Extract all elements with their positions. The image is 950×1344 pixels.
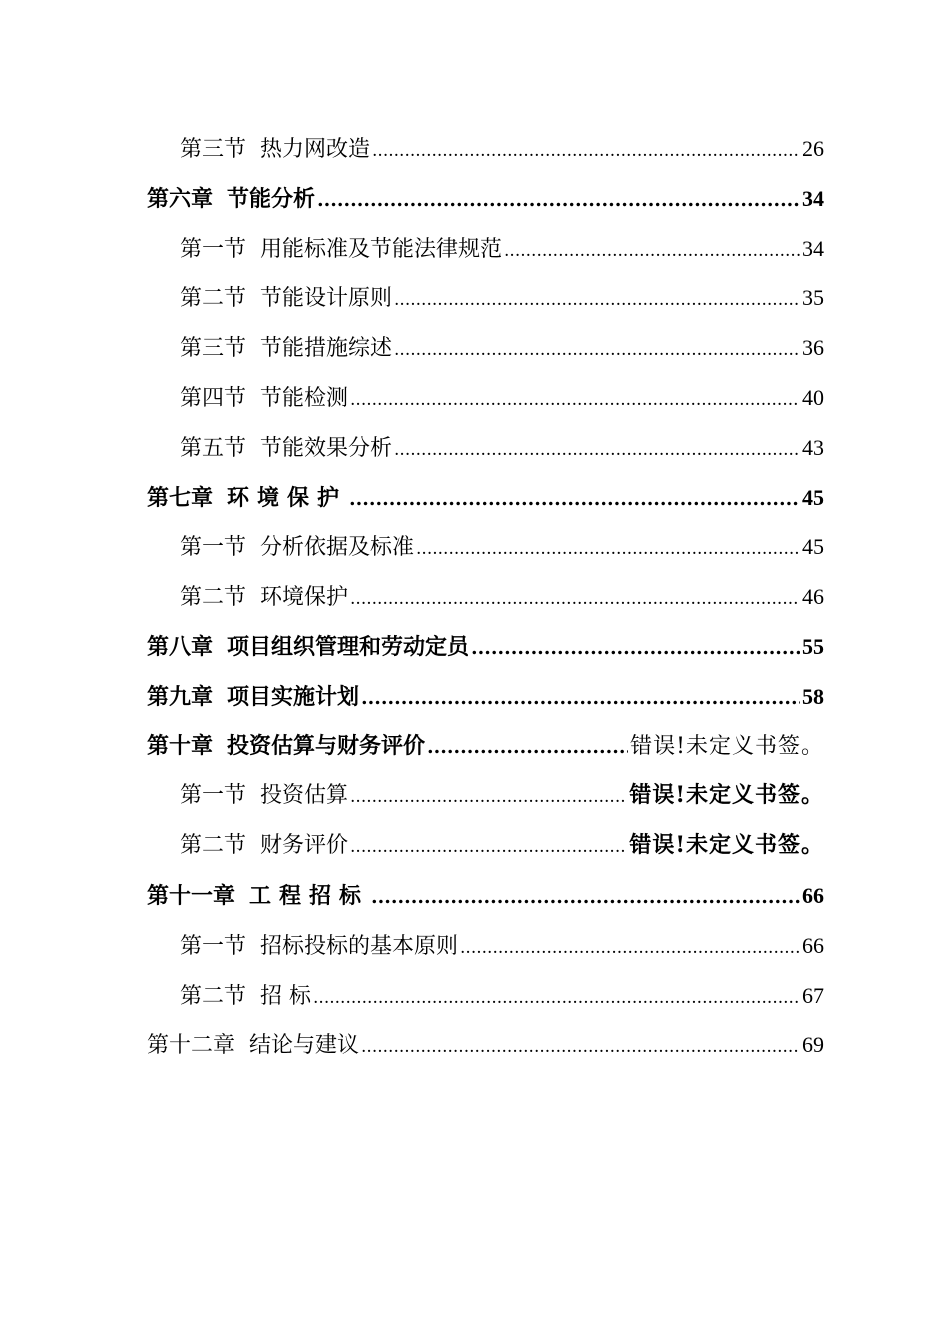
toc-entry-section[interactable] bbox=[147, 323, 824, 373]
toc-entry-page: 26 bbox=[802, 136, 824, 161]
toc-entry-page: 34 bbox=[802, 235, 824, 261]
toc-entry-number: 第八章 bbox=[147, 633, 214, 660]
toc-entry-title: 项目组织管理和劳动定员 bbox=[227, 633, 470, 660]
toc-entry-number: 第九章 bbox=[147, 683, 214, 710]
toc-entry-number: 第二节 bbox=[180, 983, 247, 1009]
toc-entry-section[interactable] bbox=[147, 771, 824, 821]
toc-leader-dots bbox=[394, 276, 800, 323]
toc-entry-title: 项目实施计划 bbox=[227, 683, 360, 710]
toc-entry-number: 第三节 bbox=[180, 336, 247, 362]
toc-leader-dots bbox=[394, 426, 800, 473]
toc-entry-page: 58 bbox=[802, 683, 824, 709]
toc-entry-chapter[interactable] bbox=[147, 871, 824, 921]
toc-entry-page: 46 bbox=[802, 584, 824, 610]
toc-leader-dots bbox=[460, 924, 800, 971]
toc-entry-number: 第六章 bbox=[147, 185, 214, 212]
toc-entry-page: 45 bbox=[802, 534, 824, 560]
toc-entry-title: 节能检测 bbox=[260, 385, 349, 411]
toc-entry-title: 投资估算 bbox=[260, 783, 349, 809]
toc-entry-number: 第一节 bbox=[180, 236, 247, 262]
toc-entry-title: 环境保护 bbox=[227, 484, 348, 511]
toc-leader-dots bbox=[350, 376, 800, 423]
toc-entry-page: 40 bbox=[802, 384, 824, 410]
toc-entry-page: 34 bbox=[802, 185, 824, 211]
toc-entry-section[interactable] bbox=[147, 224, 824, 274]
toc-entry-number: 第五节 bbox=[180, 435, 247, 461]
toc-leader-dots bbox=[416, 525, 800, 572]
toc-entry-title: 用能标准及节能法律规范 bbox=[260, 236, 503, 262]
toc-entry-title: 节能效果分析 bbox=[260, 435, 393, 461]
toc-entry-number: 第十二章 bbox=[147, 1033, 236, 1059]
toc-entry-title: 环境保护 bbox=[260, 585, 349, 611]
toc-entry-section[interactable] bbox=[147, 273, 824, 323]
toc-leader-dots bbox=[317, 176, 800, 224]
toc-entry-title: 结论与建议 bbox=[249, 1033, 360, 1059]
toc-entry-page: 35 bbox=[802, 285, 824, 311]
toc-leader-dots bbox=[471, 624, 800, 672]
toc-entry-title: 投资估算与财务评价 bbox=[227, 732, 426, 759]
toc-entry-chapter[interactable] bbox=[147, 1020, 824, 1070]
toc-entry-section[interactable] bbox=[147, 423, 824, 473]
toc-entry-number: 第三节 bbox=[180, 137, 247, 162]
toc-entry-chapter[interactable] bbox=[147, 672, 824, 722]
table-of-contents bbox=[147, 124, 824, 1070]
toc-leader-dots bbox=[372, 127, 800, 174]
toc-entry-number: 第二节 bbox=[180, 286, 247, 312]
toc-entry-section[interactable] bbox=[147, 971, 824, 1021]
toc-entry-number: 第二节 bbox=[180, 585, 247, 611]
toc-entry-page: 36 bbox=[802, 335, 824, 361]
toc-entry-section[interactable] bbox=[147, 572, 824, 622]
toc-entry-page-error: 错误!未定义书签。 bbox=[630, 733, 824, 759]
toc-entry-title: 热力网改造 bbox=[260, 137, 371, 162]
toc-entry-number: 第一节 bbox=[180, 933, 247, 959]
toc-entry-title: 节能设计原则 bbox=[260, 286, 393, 312]
toc-entry-page: 66 bbox=[802, 932, 824, 958]
toc-entry-title: 招标投标的基本原则 bbox=[260, 933, 459, 959]
toc-entry-title: 招 标 bbox=[260, 983, 312, 1009]
toc-leader-dots bbox=[427, 723, 628, 772]
toc-entry-chapter[interactable] bbox=[147, 473, 824, 523]
toc-leader-dots bbox=[350, 773, 627, 821]
toc-entry-section[interactable] bbox=[147, 124, 824, 174]
toc-entry-page: 69 bbox=[802, 1032, 824, 1058]
toc-entry-section[interactable] bbox=[147, 921, 824, 971]
toc-entry-page-error: 错误!未定义书签。 bbox=[629, 782, 824, 809]
toc-entry-page: 66 bbox=[802, 882, 824, 908]
toc-entry-title: 工程招标 bbox=[249, 882, 370, 909]
toc-entry-title: 节能分析 bbox=[227, 185, 316, 212]
toc-leader-dots bbox=[361, 674, 800, 722]
toc-leader-dots bbox=[350, 823, 627, 871]
toc-leader-dots bbox=[349, 475, 800, 523]
toc-entry-page: 67 bbox=[802, 982, 824, 1008]
toc-entry-title: 财务评价 bbox=[260, 833, 349, 859]
toc-leader-dots bbox=[350, 575, 800, 622]
toc-entry-title: 分析依据及标准 bbox=[260, 535, 415, 561]
toc-entry-section[interactable] bbox=[147, 821, 824, 871]
toc-entry-page: 55 bbox=[802, 633, 824, 659]
toc-leader-dots bbox=[371, 873, 800, 921]
toc-entry-chapter[interactable] bbox=[147, 174, 824, 224]
toc-entry-number: 第一节 bbox=[180, 783, 247, 809]
toc-entry-number: 第七章 bbox=[147, 484, 214, 511]
toc-entry-section[interactable] bbox=[147, 373, 824, 423]
toc-entry-number: 第四节 bbox=[180, 385, 247, 411]
toc-entry-number: 第二节 bbox=[180, 833, 247, 859]
toc-leader-dots bbox=[313, 974, 800, 1021]
toc-entry-chapter[interactable] bbox=[147, 622, 824, 672]
toc-entry-title: 节能措施综述 bbox=[260, 336, 393, 362]
toc-leader-dots bbox=[394, 326, 800, 373]
toc-entry-number: 第一节 bbox=[180, 535, 247, 561]
toc-entry-number: 第十一章 bbox=[147, 882, 236, 909]
toc-entry-page: 45 bbox=[802, 484, 824, 510]
toc-entry-page-error: 错误!未定义书签。 bbox=[629, 832, 824, 859]
toc-leader-dots bbox=[361, 1023, 800, 1070]
toc-entry-number: 第十章 bbox=[147, 732, 214, 759]
toc-entry-section[interactable] bbox=[147, 522, 824, 572]
toc-entry-chapter[interactable] bbox=[147, 722, 824, 772]
toc-entry-page: 43 bbox=[802, 434, 824, 460]
toc-leader-dots bbox=[504, 227, 800, 274]
